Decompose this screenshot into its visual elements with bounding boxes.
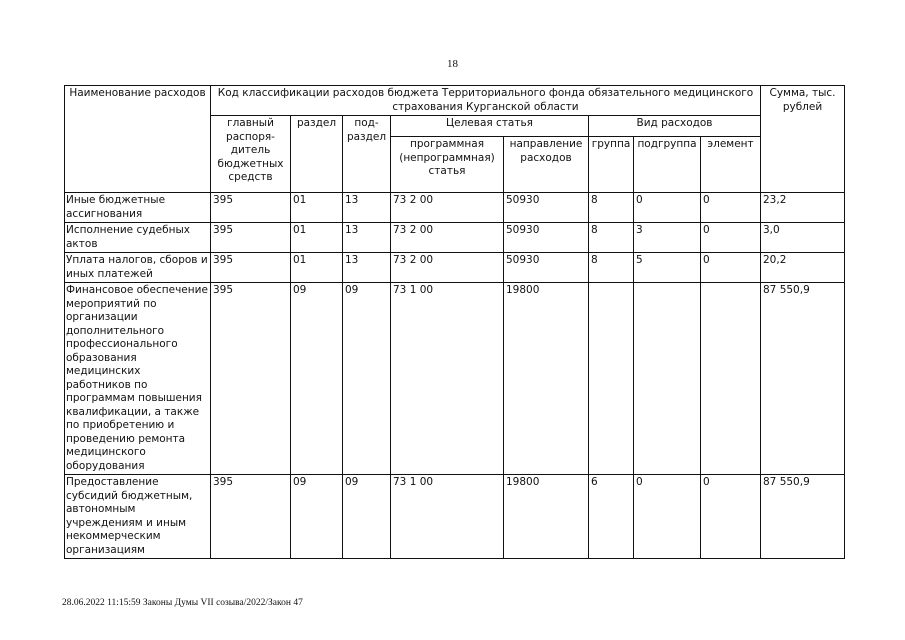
cell-subsection: 09 xyxy=(343,475,391,559)
cell-group: 6 xyxy=(589,475,634,559)
header-element: элемент xyxy=(701,137,761,193)
table-row xyxy=(65,193,845,223)
cell-amount: 3,0 xyxy=(761,223,845,253)
budget-table xyxy=(64,85,845,559)
cell-amount: 20,2 xyxy=(761,253,845,283)
header-subsection: под-раздел xyxy=(343,116,391,193)
cell-direction: 50930 xyxy=(504,253,589,283)
cell-chief: 395 xyxy=(211,223,291,253)
row-name: Уплата налогов, сборов и иных платежей xyxy=(65,253,211,283)
cell-program: 73 1 00 xyxy=(391,283,504,475)
cell-section: 09 xyxy=(291,283,343,475)
cell-section: 01 xyxy=(291,253,343,283)
cell-program: 73 2 00 xyxy=(391,223,504,253)
row-name: Исполнение судебных актов xyxy=(65,223,211,253)
row-name: Иные бюджетные ассигнования xyxy=(65,193,211,223)
header-direction: направление расходов xyxy=(504,137,589,193)
cell-subsection: 09 xyxy=(343,283,391,475)
cell-element xyxy=(701,283,761,475)
header-section: раздел xyxy=(291,116,343,193)
table-row xyxy=(65,223,845,253)
cell-element: 0 xyxy=(701,475,761,559)
cell-group xyxy=(589,283,634,475)
cell-chief: 395 xyxy=(211,283,291,475)
header-classification: Код классификации расходов бюджета Территориального фонда обязательного медицинского страхования Курганской области xyxy=(211,86,761,116)
cell-amount: 87 550,9 xyxy=(761,475,845,559)
header-chief: главный распоря-дитель бюджетных средств xyxy=(211,116,291,193)
header-subgroup: подгруппа xyxy=(634,137,701,193)
cell-section: 09 xyxy=(291,475,343,559)
cell-element: 0 xyxy=(701,193,761,223)
header-name: Наименование расходов xyxy=(65,86,211,193)
cell-amount: 23,2 xyxy=(761,193,845,223)
row-name: Финансовое обеспечение мероприятий по организации дополнительного профессионального образования медицинских работников по программам повышения квалификации, а также по приобретению и проведению ремонта медицинского оборудования xyxy=(65,283,211,475)
cell-direction: 19800 xyxy=(504,475,589,559)
cell-subsection: 13 xyxy=(343,253,391,283)
header-target-article: Целевая статья xyxy=(391,116,589,137)
header-program: программная (непрограммная) статья xyxy=(391,137,504,193)
table-row xyxy=(65,253,845,283)
cell-section: 01 xyxy=(291,223,343,253)
cell-subgroup: 0 xyxy=(634,475,701,559)
cell-subgroup: 5 xyxy=(634,253,701,283)
header-amount: Сумма, тыс. рублей xyxy=(761,86,845,193)
cell-group: 8 xyxy=(589,193,634,223)
cell-element: 0 xyxy=(701,253,761,283)
cell-group: 8 xyxy=(589,253,634,283)
cell-direction: 19800 xyxy=(504,283,589,475)
cell-subgroup xyxy=(634,283,701,475)
page-number: 18 xyxy=(447,58,458,70)
cell-chief: 395 xyxy=(211,475,291,559)
cell-subgroup: 0 xyxy=(634,193,701,223)
cell-subsection: 13 xyxy=(343,223,391,253)
table-row xyxy=(65,475,845,559)
cell-group: 8 xyxy=(589,223,634,253)
header-group: группа xyxy=(589,137,634,193)
header-expense-type: Вид расходов xyxy=(589,116,761,137)
cell-program: 73 2 00 xyxy=(391,253,504,283)
cell-program: 73 1 00 xyxy=(391,475,504,559)
cell-direction: 50930 xyxy=(504,223,589,253)
cell-program: 73 2 00 xyxy=(391,193,504,223)
row-name: Предоставление субсидий бюджетным, автономным учреждениям и иным некоммерческим организациям xyxy=(65,475,211,559)
footer-stamp: 28.06.2022 11:15:59 Законы Думы VII созыва/2022/Закон 47 xyxy=(62,598,303,608)
cell-amount: 87 550,9 xyxy=(761,283,845,475)
table-row xyxy=(65,283,845,475)
cell-chief: 395 xyxy=(211,193,291,223)
cell-element: 0 xyxy=(701,223,761,253)
cell-section: 01 xyxy=(291,193,343,223)
cell-chief: 395 xyxy=(211,253,291,283)
cell-subgroup: 3 xyxy=(634,223,701,253)
cell-direction: 50930 xyxy=(504,193,589,223)
cell-subsection: 13 xyxy=(343,193,391,223)
